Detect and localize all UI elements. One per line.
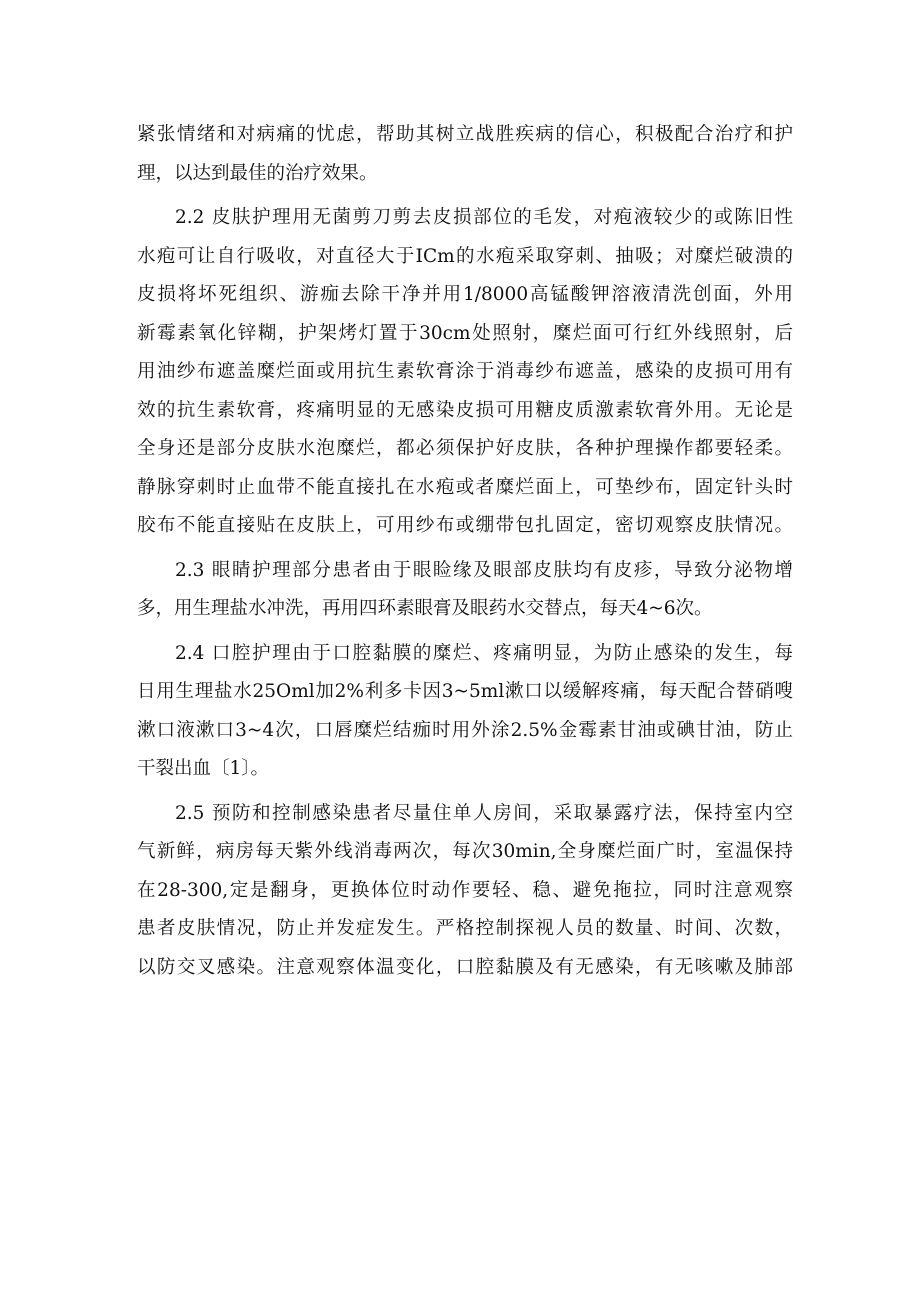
text-line: 静脉穿刺时止血带不能直接扎在水疱或者糜烂面上，可垫纱布，固定针头时: [137, 476, 793, 498]
text-line: 日用生理盐水25Oml加2%利多卡因3~5ml漱口以缓解疼痛，每天配合替硝嗖: [137, 681, 793, 702]
text-line: 2.5 预防和控制感染患者尽量住单人房间，采取暴露疗法，保持室内空: [175, 802, 793, 824]
text-line: 用油纱布遮盖糜烂面或用抗生素软膏涂于消毒纱布遮盖，感染的皮损可用有: [137, 361, 793, 382]
text-line: 气新鲜，病房每天紫外线消毒两次，每次30min,全身糜烂面广时，室温保持: [137, 841, 793, 862]
text-line: 全身还是部分皮肤水泡糜烂，都必须保护好皮肤，各种护理操作都要轻柔。: [137, 438, 793, 459]
paragraph-section-2-4: [137, 635, 793, 789]
paragraph-intro-tail: [137, 116, 793, 193]
text-line: 2.2 皮肤护理用无菌剪刀剪去皮损部位的毛发，对疱液较少的或陈旧性: [175, 207, 793, 228]
text-line: 以防交叉感染。注意观察体温变化，口腔黏膜及有无感染，有无咳嗽及肺部: [137, 956, 793, 978]
text-line: 多，用生理盐水冲洗，再用四环素眼膏及眼药水交替点，每天4~6次。: [137, 598, 713, 619]
text-line: 2.4 口腔护理由于口腔黏膜的糜烂、疼痛明显，为防止感染的发生，每: [175, 642, 793, 664]
paragraph-section-2-3: [137, 552, 793, 629]
text-line: 紧张情绪和对病痛的忧虑，帮助其树立战胜疾病的信心，积极配合治疗和护: [137, 124, 793, 145]
text-line: 水疱可让自行吸收，对直径大于ICm的水疱采取穿刺、抽吸；对糜烂破溃的: [137, 245, 793, 267]
text-line: 干裂出血〔1〕。: [137, 758, 270, 779]
text-line: 胶布不能直接贴在皮肤上，可用纱布或绷带包扎固定，密切观察皮肤情况。: [137, 515, 793, 536]
text-line: 漱口液漱口3~4次，口唇糜烂结痂时用外涂2.5%金霉素甘油或碘甘油，防止: [137, 719, 793, 741]
text-line: 患者皮肤情况，防止并发症发生。严格控制探视人员的数量、时间、次数，: [137, 918, 793, 939]
text-line: 2.3 眼睛护理部分患者由于眼睑缘及眼部皮肤均有皮疹，导致分泌物增: [175, 559, 793, 581]
text-line: 新霉素氧化锌糊，护架烤灯置于30cm处照射，糜烂面可行红外线照射，后: [137, 322, 793, 344]
document-page: [137, 116, 793, 987]
paragraph-section-2-5: [137, 795, 793, 988]
paragraph-section-2-2: [137, 199, 793, 546]
text-line: 理，以达到最佳的治疗效果。: [137, 162, 378, 184]
text-line: 在28-300,定是翻身，更换体位时动作要轻、稳、避免拖拉，同时注意观察: [137, 879, 793, 901]
text-line: 皮损将坏死组织、游痂去除干净并用1/8000高锰酸钾溶液清洗创面，外用: [137, 284, 793, 305]
text-line: 效的抗生素软膏，疼痛明显的无感染皮损可用糖皮质激素软膏外用。无论是: [137, 399, 793, 421]
